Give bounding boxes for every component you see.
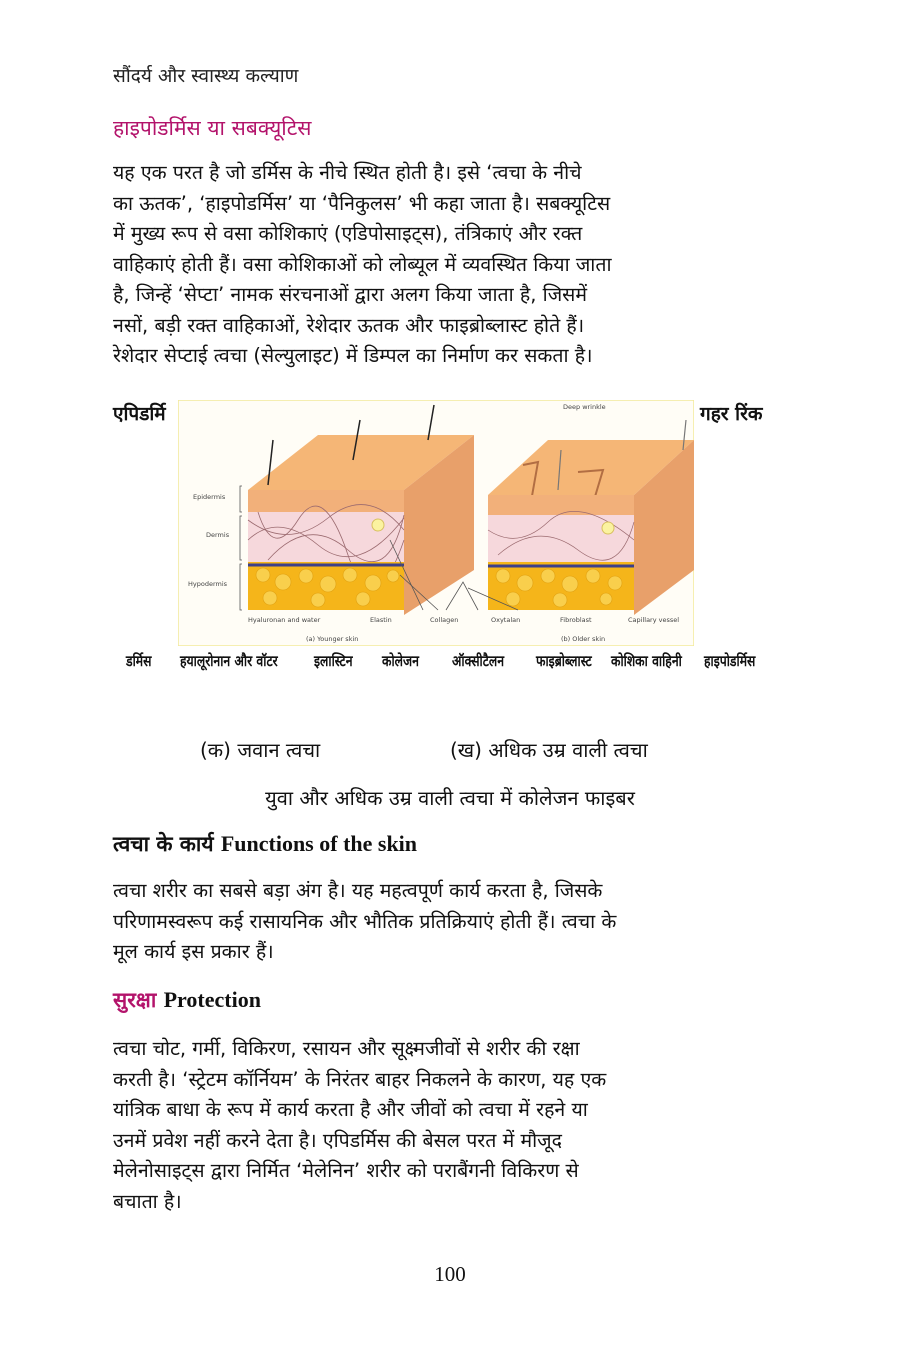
fibroblast-cell [602, 522, 614, 534]
paragraph-line: का ऊतक’, ‘हाइपोडर्मिस’ या ‘पैनिकुलस’ भी कहा जाता है। सबक्यूटिस [113, 191, 611, 215]
hindi-label-dermis: डर्मिस [126, 652, 152, 670]
paragraph-line: त्वचा चोट, गर्मी, विकिरण, रसायन और सूक्ष्मजीवों से शरीर की रक्षा [113, 1037, 580, 1060]
paragraph-line: त्वचा शरीर का सबसे बड़ा अंग है। यह महत्वपूर्ण कार्य करता है, जिसके [113, 879, 603, 902]
label-hypodermis: Hypodermis [188, 580, 228, 588]
section-title-functions [113, 830, 417, 858]
paragraph-line: बचाता है। [113, 1189, 182, 1213]
figure-right-label: गहर रिंक [700, 403, 763, 425]
section-title-protection [113, 986, 261, 1014]
paragraph-line: नसों, बड़ी रक्त वाहिकाओं, रेशेदार ऊतक और फाइब्रोब्लास्ट होते हैं। [113, 313, 585, 337]
paragraph-line: उनमें प्रवेश नहीं करने देता है। एपिडर्मिस की बेसल परत में मौजूद [113, 1128, 562, 1152]
label-elastin: Elastin [370, 616, 392, 624]
label-deep-wrinkle: Deep wrinkle [563, 403, 606, 411]
functions-paragraph [113, 876, 783, 968]
label-hyaluronan: Hyaluronan and water [248, 616, 321, 624]
hypodermis-paragraph [113, 158, 783, 372]
label-capillary: Capillary vessel [628, 616, 680, 624]
paragraph-line: रेशेदार सेप्टाई त्वचा (सेल्युलाइट) में डिम्पल का निर्माण कर सकता है। [113, 344, 593, 367]
paragraph-line: है, जिन्हें ‘सेप्टा’ नामक संरचनाओं द्वारा अलग किया जाता है, जिसमें [113, 283, 588, 306]
page-number: 100 [434, 1262, 466, 1286]
label-epidermis: Epidermis [193, 493, 226, 501]
paragraph-line: यह एक परत है जो डर्मिस के नीचे स्थित होती है। इसे ‘त्वचा के नीचे [113, 161, 582, 184]
hindi-label-capillary: कोशिका वाहिनी [611, 652, 682, 670]
label-younger-skin: (a) Younger skin [306, 635, 359, 643]
caption-younger-skin: (क) जवान त्वचा [200, 738, 321, 762]
paragraph-line: करती है। ‘स्ट्रेटम कॉर्नियम’ के निरंतर बाहर निकलने के कारण, यह एक [113, 1067, 607, 1091]
paragraph-line: में मुख्य रूप से वसा कोशिकाएं (एडिपोसाइट्स), तंत्रिकाएं और रक्त [113, 222, 583, 245]
figure-hindi-labels [0, 651, 900, 677]
hindi-label-fibroblast: फाइब्रोब्लास्ट [536, 652, 592, 670]
paragraph-line: मूल कार्य इस प्रकार हैं। [113, 940, 274, 963]
running-header: सौंदर्य और स्वास्थ्य कल्याण [113, 65, 299, 87]
paragraph-line: वाहिकाएं होती हैं। वसा कोशिकाओं को लोब्यूल में व्यवस्थित किया जाता [113, 252, 612, 276]
figure-left-label: एपिडर्मि [113, 403, 166, 425]
protection-paragraph [113, 1034, 783, 1217]
caption-older-skin: (ख) अधिक उम्र वाली त्वचा [450, 738, 648, 762]
label-dermis: Dermis [206, 531, 230, 539]
paragraph-line: परिणामस्वरूप कई रासायनिक और भौतिक प्रतिक्रियाएं होती हैं। त्वचा के [113, 909, 617, 933]
skin-aging-diagram [178, 400, 694, 646]
hindi-label-hyaluronan: हयालूरोनान और वॉटर [180, 652, 278, 670]
protection-heading-hindi: सुरक्षा [113, 988, 157, 1012]
paragraph-line: यांत्रिक बाधा के रूप में कार्य करता है और जीवों को त्वचा में रहने या [113, 1098, 588, 1121]
label-fibroblast: Fibroblast [560, 616, 592, 624]
hindi-label-collagen: कोलेजन [382, 652, 419, 670]
hindi-label-hypodermis: हाइपोडर्मिस [704, 652, 756, 670]
functions-heading-english: Functions of the skin [220, 831, 418, 856]
hindi-label-oxytalan: ऑक्सीटैलन [452, 652, 505, 670]
epidermis-layer [248, 490, 404, 512]
figure-caption: युवा और अधिक उम्र वाली त्वचा में कोलेजन फाइबर [265, 786, 635, 810]
fibroblast-cell [372, 519, 384, 531]
protection-heading-english: Protection [163, 987, 261, 1012]
label-oxytalan: Oxytalan [491, 616, 521, 624]
paragraph-line: मेलेनोसाइट्स द्वारा निर्मित ‘मेलेनिन’ शरीर को पराबैंगनी विकिरण से [113, 1159, 579, 1182]
functions-heading-hindi: त्वचा के कार्य [113, 832, 214, 856]
label-older-skin: (b) Older skin [561, 635, 606, 643]
hindi-label-elastin: इलास्टिन [314, 652, 353, 670]
section-title-hypodermis: हाइपोडर्मिस या सबक्यूटिस [113, 116, 312, 140]
label-collagen: Collagen [430, 616, 459, 624]
epidermis-layer [488, 495, 634, 515]
